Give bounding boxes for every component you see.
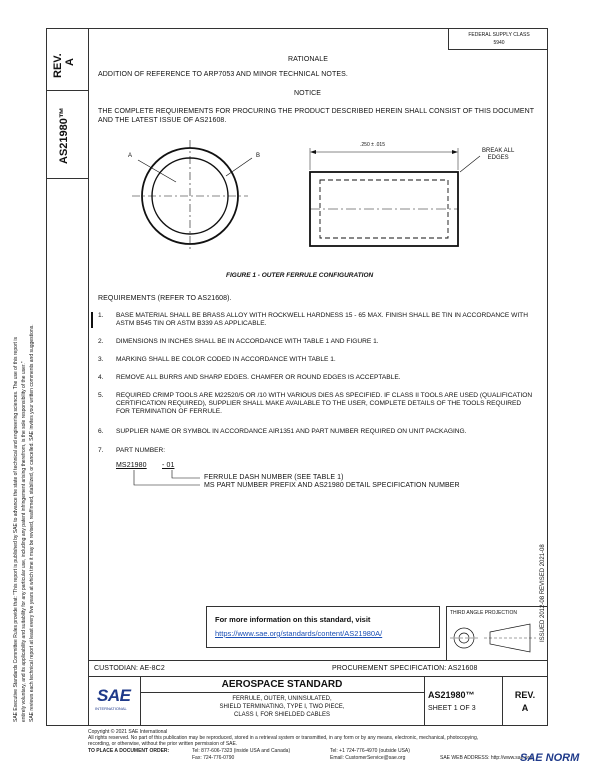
projection-label: THIRD ANGLE PROJECTION (450, 610, 517, 616)
description-line-3: CLASS I, FOR SHIELDED CABLES (233, 712, 331, 718)
requirement-5-number: 5. (98, 392, 104, 399)
standard-title: AEROSPACE STANDARD (221, 679, 343, 690)
sae-logo-text: SAE (97, 686, 131, 705)
notice-title: NOTICE (294, 90, 322, 97)
custodian-bottom-line (88, 676, 548, 677)
title-rev-value: A (521, 703, 529, 713)
rationale-text: ADDITION OF REFERENCE TO ARP7053 AND MINOR TECHNICAL NOTES. (98, 71, 348, 78)
requirement-7-number: 7. (98, 447, 104, 454)
procurement-spec: PROCUREMENT SPECIFICATION: AS21608 (332, 665, 478, 672)
sae-logo-sub: INTERNATIONAL (95, 706, 127, 711)
footer-order-label: TO PLACE A DOCUMENT ORDER: (88, 748, 170, 754)
side-divider-1 (46, 90, 88, 91)
side-disclaimer-2: entirely voluntary, and its applicability and suitability for any particular use, including any patent infringement arising therefrom, is the sole responsibility of the user." (21, 361, 27, 722)
requirement-3-number: 3. (98, 356, 104, 363)
requirement-7-text: PART NUMBER: (116, 447, 166, 454)
issue-dates: ISSUED 2012-08 REVISED 2021-08 (540, 544, 546, 642)
side-rev-value: A (64, 58, 76, 66)
footer-rights-2: recording, or otherwise, without the prior written permission of SAE. (88, 741, 238, 747)
title-rev-label: REV. (514, 690, 536, 700)
prefix-label: MS PART NUMBER PREFIX AND AS21980 DETAIL SPECIFICATION NUMBER (204, 482, 460, 489)
rationale-title: RATIONALE (288, 56, 329, 63)
footer-copyright: Copyright © 2021 SAE International (88, 729, 168, 735)
footer-tel-2: Tel: +1 724-776-4970 (outside USA) (330, 748, 410, 754)
part-number-leaders (130, 470, 210, 490)
info-box (206, 606, 440, 648)
custodian-top-line (88, 660, 548, 661)
side-rev-label: REV. (52, 53, 64, 78)
standard-link[interactable]: https://www.sae.org/standards/content/AS21980A/ (215, 629, 383, 638)
sae-norm-watermark: SAE NORM (520, 752, 580, 764)
title-divider-3 (502, 676, 503, 726)
custodian: CUSTODIAN: AE-8C2 (94, 665, 165, 672)
footer-rights: All rights reserved. No part of this publication may be reproduced, stored in a retrieval system or transmitted, in any form or by any means, electronic, mechanical, photocopying, (88, 735, 479, 741)
description-line-2: SHIELD TERMINATING, TYPE I, TWO PIECE, (219, 704, 345, 710)
requirement-6-number: 6. (98, 428, 104, 435)
section-label-b: B (256, 153, 261, 159)
side-divider-2 (46, 178, 88, 179)
part-number-dash: - 01 (162, 462, 175, 469)
dash-number-label: FERRULE DASH NUMBER (SEE TABLE 1) (204, 474, 344, 481)
figure-caption: FIGURE 1 - OUTER FERRULE CONFIGURATION (226, 272, 374, 279)
side-doc-number: AS21980™ (58, 107, 70, 164)
footer-email[interactable]: Email: CustomerService@sae.org (330, 755, 406, 761)
part-number-example: MS21980 (116, 462, 147, 469)
requirement-3-text: MARKING SHALL BE COLOR CODED IN ACCORDANCE WITH TABLE 1. (116, 356, 336, 363)
footer-fax: Fax: 724-776-0790 (192, 755, 235, 761)
side-disclaimer-1: SAE Executive Standards Committee Rules provide that: "This report is published by SAE to advance the state of technical and engineering sciences. The use of this report is (13, 337, 19, 722)
requirement-5-text: REQUIRED CRIMP TOOLS ARE M22520/5 OR /10 WITH VARIOUS DIES AS SPECIFIED. IF CLASS II TOOLS ARE USED (QUALIFICATION CERTIFICATION REQUIRED), SUPPLIER SHALL MAKE AVAILABLE TO THE USER, COMPLETE DETAILS OF THE TOOLS REQUIRED FOR TERMINATION OF FERRULE. (116, 392, 533, 415)
sheet-number: SHEET 1 OF 3 (428, 705, 476, 712)
notice-text: THE COMPLETE REQUIREMENTS FOR PROCURING THE PRODUCT DESCRIBED HEREIN SHALL CONSIST OF THIS DOCUMENT AND THE LATEST ISSUE OF AS21608. (98, 108, 535, 124)
federal-supply-code: 5940 (493, 40, 505, 46)
requirement-6-text: SUPPLIER NAME OR SYMBOL IN ACCORDANCE AIR1351 AND PART NUMBER REQUIRED ON UNIT PACKAGING. (116, 428, 467, 435)
sae-logo (93, 686, 137, 714)
requirements-title: REQUIREMENTS (REFER TO AS21608). (98, 295, 232, 302)
requirement-1-number: 1. (98, 312, 104, 319)
info-box-text: For more information on this standard, visit (215, 615, 371, 624)
side-disclaimer-3: SAE reviews each technical report at least every five years at which time it may be revised, reaffirmed, stabilized, or cancelled. SAE invites your written comments and suggestions. (29, 324, 35, 722)
requirement-2-number: 2. (98, 338, 104, 345)
requirement-4-number: 4. (98, 374, 104, 381)
title-divider-h (140, 692, 424, 693)
footer-web[interactable]: SAE WEB ADDRESS: http://www.sae.org (440, 755, 532, 761)
requirement-1-text: BASE MATERIAL SHALL BE BRASS ALLOY WITH ROCKWELL HARDNESS 15 - 65 MAX. FINISH SHALL BE TIN IN ACCORDANCE WITH ASTM B545 TIN OR ASTM B339 AS APPLICABLE. (116, 312, 528, 327)
break-edges-note: BREAK ALL EDGES (482, 148, 515, 161)
length-dimension: .250 ± .015 (360, 142, 385, 148)
title-doc-number: AS21980™ (428, 690, 475, 700)
federal-supply-label: FEDERAL SUPPLY CLASS (468, 32, 530, 38)
section-label-a: A (128, 153, 133, 159)
footer-tel: Tel: 877-606-7323 (inside USA and Canada) (192, 748, 291, 754)
description-line-1: FERRULE, OUTER, UNINSULATED, (232, 696, 332, 702)
title-divider-2 (424, 676, 425, 726)
change-bar (91, 312, 93, 328)
requirement-4-text: REMOVE ALL BURRS AND SHARP EDGES. CHAMFER OR ROUND EDGES IS ACCEPTABLE. (116, 374, 401, 381)
requirement-2-text: DIMENSIONS IN INCHES SHALL BE IN ACCORDANCE WITH TABLE 1 AND FIGURE 1. (116, 338, 379, 345)
third-angle-projection-symbol (450, 620, 546, 656)
